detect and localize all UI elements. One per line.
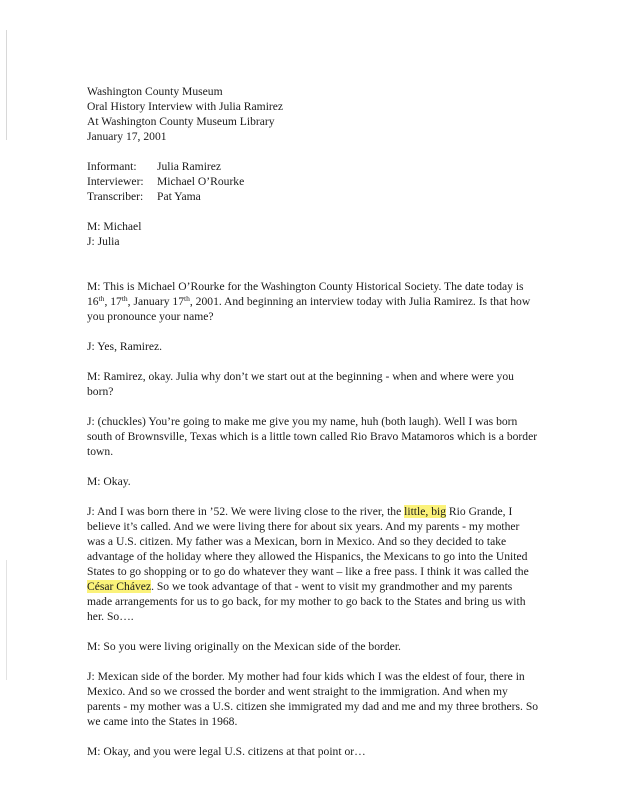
- scan-edge-mark: [6, 560, 7, 680]
- meta-informant: [87, 159, 557, 174]
- paragraph-line: made arrangements for us to go back, for my mother to go back to the States and bring us with: [87, 595, 526, 608]
- paragraph-line: M: This is Michael O’Rourke for the Washington County Historical Society. The date today is: [87, 280, 524, 293]
- document-header: [87, 84, 557, 144]
- meta-interviewer: [87, 174, 557, 189]
- paragraph-line: was a U.S. citizen. My father was a Mexican, born in Mexico. And so they decided to take: [87, 535, 507, 548]
- paragraph-line: J: And I was born there in ’52. We were living close to the river, the little, big Rio Grande, I: [87, 505, 513, 518]
- paragraph-line: M: Ramirez, okay. Julia why don’t we start out at the beginning - when and where were you: [87, 370, 514, 383]
- meta-value: Pat Yama: [157, 190, 201, 203]
- paragraph-line: parents - my mother was a U.S. citizen she immigrated my dad and me and my three brothers. So: [87, 700, 539, 713]
- meta-label: Transcriber:: [87, 190, 144, 203]
- meta-label: Interviewer:: [87, 175, 144, 188]
- speaker-key: [87, 219, 557, 249]
- header-title: Oral History Interview with Julia Ramirez: [87, 100, 284, 113]
- paragraph-line: advantage of the holiday where they allowed the Hispanics, the Mexicans to go into the United: [87, 550, 528, 563]
- header-date: January 17, 2001: [87, 130, 167, 143]
- paragraph-line: Mexico. And so we crossed the border and went straight to the immigration. And when my: [87, 685, 508, 698]
- paragraph-line: town.: [87, 445, 114, 458]
- header-museum: Washington County Museum: [87, 85, 223, 98]
- transcript-paragraph: [87, 279, 557, 324]
- speaker-key-m: M: Michael: [87, 220, 142, 233]
- paragraph-line: J: (chuckles) You’re going to make me give you my name, huh (both laugh). Well I was born: [87, 415, 518, 428]
- paragraph-line: you pronounce your name?: [87, 310, 214, 323]
- transcript-paragraph: [87, 669, 557, 729]
- paragraph-line: we came into the States in 1968.: [87, 715, 238, 728]
- scan-edge-mark: [6, 30, 7, 140]
- interview-metadata: [87, 159, 557, 204]
- transcript-paragraph: [87, 639, 557, 654]
- paragraph-line: 16th, 17th, January 17th, 2001. And beginning an interview today with Julia Ramirez. Is that how: [87, 294, 531, 308]
- paragraph-line: M: Okay.: [87, 475, 131, 488]
- paragraph-line: south of Brownsville, Texas which is a little town called Rio Bravo Matamoros which is a border: [87, 430, 538, 443]
- transcript-document: [87, 84, 557, 759]
- meta-value: Michael O’Rourke: [157, 175, 245, 188]
- paragraph-line: César Chávez. So we took advantage of that - went to visit my grandmother and my parents: [87, 580, 513, 593]
- header-location: At Washington County Museum Library: [87, 115, 275, 128]
- speaker-key-j: J: Julia: [87, 235, 120, 248]
- paragraph-line: M: Okay, and you were legal U.S. citizens at that point or…: [87, 745, 366, 758]
- paragraph-line: M: So you were living originally on the Mexican side of the border.: [87, 640, 401, 653]
- paragraph-line: born?: [87, 385, 114, 398]
- meta-value: Julia Ramirez: [157, 160, 222, 173]
- transcript-paragraph: [87, 339, 557, 354]
- transcript-paragraph: [87, 474, 557, 489]
- transcript-paragraph: [87, 414, 557, 459]
- paragraph-line: J: Mexican side of the border. My mother had four kids which I was the eldest of four, there in: [87, 670, 525, 683]
- paragraph-line: States to go shopping or to go do whatever they want – like a free pass. I think it was called the: [87, 565, 529, 578]
- transcript-paragraph: [87, 744, 557, 759]
- highlighted-text: little, big: [404, 505, 447, 518]
- meta-transcriber: [87, 189, 557, 204]
- paragraph-line: believe it’s called. And we were living there for about six years. And my parents - my mother: [87, 520, 520, 533]
- paragraph-line: her. So….: [87, 610, 134, 623]
- transcript-paragraph: [87, 369, 557, 399]
- highlighted-text: César Chávez: [87, 580, 152, 593]
- meta-label: Informant:: [87, 160, 137, 173]
- paragraph-line: J: Yes, Ramirez.: [87, 340, 163, 353]
- transcript-paragraph: [87, 504, 557, 624]
